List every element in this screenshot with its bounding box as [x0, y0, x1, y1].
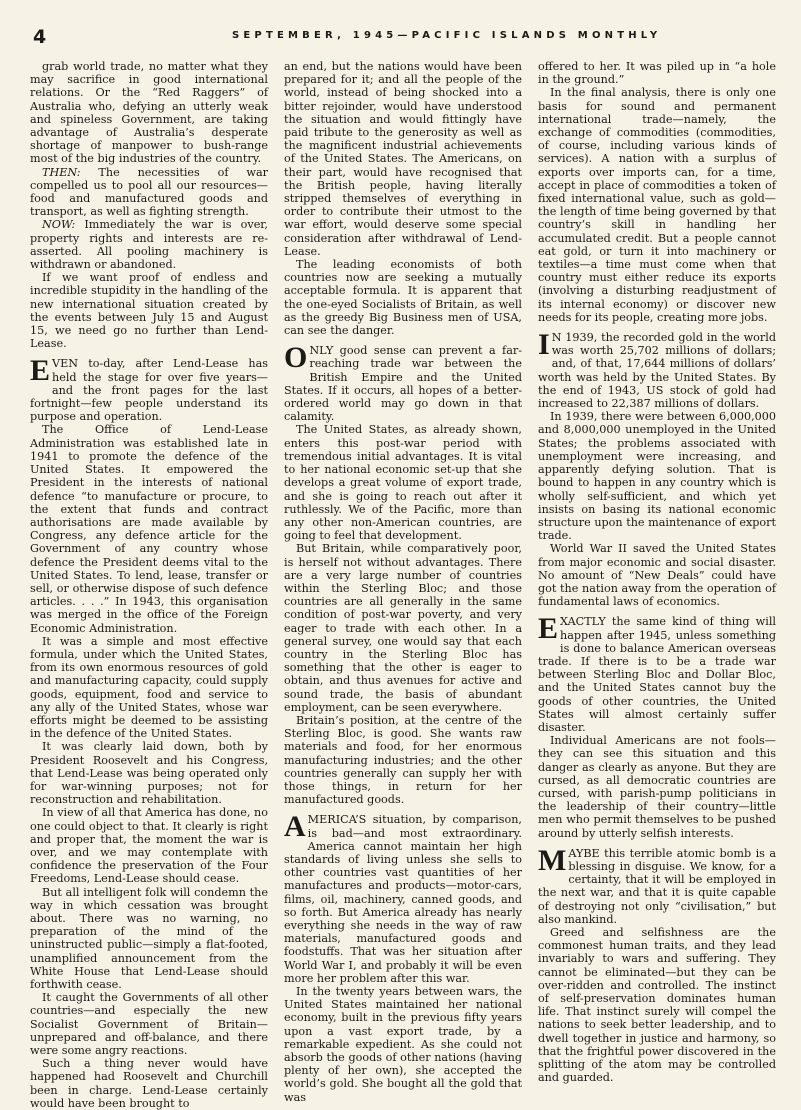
lead-in: N [551, 331, 562, 345]
paragraph [30, 166, 268, 219]
paragraph-text: Immediately the war is over, property rights and interests are re-asserted. All pooling machinery is withdrawn or abandoned. [30, 218, 268, 272]
paragraph-text: Greed and selfishness are the commonest human traits, and they lead invariably to wars and suffering. They cannot be eliminated—but they can be over-ridden and controlled. The instinct of self-preservation dominates human life. That instinct surely will compel the nations to seek better leadership, and to dwell together in justice and harmony, so that the frightful power discovered in the splitting of the atom may be controlled and guarded. [538, 926, 776, 1085]
drop-cap: E [30, 354, 51, 388]
paragraph-text: It caught the Governments of all other countries—and especially the new Socialist Government of Britain—unprepared and off-balance, and there were some angry reactions. [30, 991, 268, 1058]
paragraph [538, 410, 776, 542]
page-number: 4 [33, 26, 47, 48]
paragraph-text: In view of all that America has done, no one could object to that. It clearly is right and proper that, the moment the war is over, and we may contemplate with confidence the preservation of the Four Freedoms, Lend-Lease should cease. [30, 806, 268, 886]
paragraph [30, 806, 268, 885]
paragraph-text: The Office of Lend-Lease Administration was established late in 1941 to promote the defence of the United States. It empowered the President in the interests of national defence “to manufacture or procure, to the extent that funds and contract authorisations are made available by Congress, any defence article for the Government of any country whose defence the President deems vital to the United States. To lend, lease, transfer or sell, or otherwise dispose of such defence articles. . . .” In 1943, this organisation was merged in the office of the Foreign Economic Administration. [30, 423, 268, 635]
paragraph [30, 991, 268, 1057]
paragraph-text: this terrible atomic bomb is a blessing in disguise. We know, for a certainty, that it will be employed in the next war, and that it is quite capable of destroying not only “civilisation,” but also mankind. [538, 846, 776, 926]
paragraph [284, 60, 522, 258]
lead-in: NLY [309, 344, 334, 358]
paragraph-text: The leading economists of both countries now are seeking a mutually acceptable formula. It is apparent that the one-eyed Socialists of Britain, as well as the greedy Big Business men of USA, can see the danger. [284, 258, 522, 338]
drop-cap: I [538, 328, 550, 362]
run-in-label: THEN: [42, 165, 81, 179]
paragraph [30, 635, 268, 741]
paragraph [284, 258, 522, 337]
paragraph-text: Britain’s position, at the centre of the Sterling Bloc, is good. She wants raw materials and food, for her enormous manufacturing industries; and the other countries generally can supply her with those things, in return for her manufactured goods. [284, 713, 522, 807]
paragraph [284, 714, 522, 806]
paragraph-text: But Britain, while comparatively poor, is herself not without advantages. There are a very large number of countries within the Sterling Bloc; and those countries are all generally in the same condition of post-war poverty, and very eager to trade with each other. In a general survey, one would say that each country in the Sterling Bloc has something that the other is eager to obtain, and thus avenues for active and sound trade, the basis of abundant employment, can be seen everywhere. [284, 542, 522, 714]
lead-in: XACTLY [560, 615, 606, 629]
lead-in: MERICA’S [307, 813, 367, 827]
paragraph [538, 328, 776, 411]
paragraph [30, 271, 268, 350]
paragraph [284, 423, 522, 542]
paragraph [538, 612, 776, 734]
paragraph-text: If we want proof of endless and incredible stupidity in the handling of the new international situation created by the events between July 15 and August 15, we need go no further than Lend-Lease. [30, 271, 268, 351]
lead-in: AYBE [568, 846, 600, 860]
paragraph [284, 542, 522, 714]
paragraph [538, 542, 776, 608]
running-header: SEPTEMBER, 1945—PACIFIC ISLANDS MONTHLY [232, 30, 662, 41]
drop-cap: A [284, 810, 306, 844]
column-2 [284, 60, 522, 1104]
paragraph-text: In the twenty years between wars, the United States maintained her national economy, built in the previous fifty years upon a vast export trade, by a remarkable expedient. As she could not absorb the goods of other nations (having plenty of her own), she accepted the world’s gold. She bought all the gold that was [284, 985, 522, 1104]
paragraph [538, 734, 776, 840]
paragraph [284, 985, 522, 1104]
paragraph-text: offered to her. It was piled up in “a hole in the ground.” [538, 60, 776, 87]
paragraph-text: the same kind of thing will happen after 1945, unless something is done to balance American overseas trade. If there is to be a trade war between Sterling Bloc and Dollar Bloc, and the United States cannot buy the goods of other countries, the United States will almost certainly suffer disaster. [538, 615, 776, 734]
paragraph-text: The necessities of war compelled us to pool all our resources—food and manufactured goods and transport, as well as fighting strength. [30, 165, 268, 219]
paragraph-text: It was a simple and most effective formula, under which the United States, from its own enormous resources of gold and manufacturing capacity, could supply goods, equipment, food and service to any ally of the United States, whose war efforts might be deemed to be assisting in the defence of the United States. [30, 634, 268, 741]
paragraph [538, 926, 776, 1084]
drop-cap: M [538, 843, 567, 877]
paragraph [284, 810, 522, 985]
drop-cap: E [538, 612, 559, 646]
paragraph-text: In 1939, there were between 6,000,000 and 8,000,000 unemployed in the United States; the problems associated with unemployment were increasing, and apparently defying solution. That is bound to happen in any country which is wholly self-sufficient, and which yet insists on basing its national economic structure upon the maintenance of export trade. [538, 410, 776, 543]
paragraph [30, 354, 268, 424]
paragraph-text: World War II saved the United States from major economic and social disaster. No amount of “New Deals” could have got the nation away from the operation of fundamental laws of economics. [538, 542, 776, 609]
paragraph [30, 886, 268, 992]
paragraph-text: The United States, as already shown, enters this post-war period with tremendous initial advantages. It is vital to her national economic set-up that she develops a great volume of export trade, and she is going to reach out after it ruthlessly. We of the Pacific, more than any other non-American countries, are going to feel that development. [284, 423, 522, 543]
article-body [30, 60, 776, 1110]
paragraph [30, 740, 268, 806]
paragraph-text: situation, by comparison, is bad—and most extraordinary. America cannot maintain her high standards of living unless she sells to other countries vast quantities of her manufactures and products—motor-cars, films, oil, machinery, canned goods, and so forth. But America already has nearly everything she needs in the way of raw materials, manufactured goods and foodstuffs. That was her situation after World War I, and probably it will be even more her problem after this war. [284, 813, 522, 985]
paragraph-text: grab world trade, no matter what they may sacrifice in good international relations. Or the “Red Raggers” of Australia who, defying an utterly weak and spineless Government, are taking advantage of Australia’s desperate shortage of manpower to bush-range most of the big industries of the country. [30, 60, 268, 166]
paragraph [30, 423, 268, 634]
paragraph [30, 218, 268, 271]
paragraph-text: 1939, the recorded gold in the world was worth 25,702 millions of dollars; and, of that, 17,644 millions of dollars’ worth was held by the United States. By the end of 1943, US stock of gold had increased to 22,387 millions of dollars. [538, 331, 776, 411]
column-3 [538, 60, 776, 1085]
paragraph [284, 341, 522, 424]
paragraph-text: to-day, after Lend-Lease has held the stage for over five years—and the front pages for the last fortnight—few people understand its purpose and operation. [30, 357, 268, 424]
paragraph-text: But all intelligent folk will condemn the way in which cessation was brought about. There was no warning, no preparation of the mind of the uninstructed public—simply a flat-footed, unamplified announcement from the White House that Lend-Lease should forthwith cease. [30, 885, 268, 992]
paragraph [538, 843, 776, 926]
lead-in: VEN [52, 357, 79, 371]
paragraph-text: good sense can prevent a far-reaching trade war between the British Empire and the United States. If it occurs, all hopes of a better-ordered world may go down in that calamity. [284, 344, 522, 424]
paragraph-text: It was clearly laid down, both by President Roosevelt and his Congress, that Lend-Lease was being operated only for war-winning purposes; not for reconstruction and rehabilitation. [30, 740, 268, 807]
paragraph [538, 86, 776, 324]
paragraph-text: Individual Americans are not fools—they can see this situation and this danger as clearly as anyone. But they are cursed, as all democratic countries are cursed, with parish-pump politicians in the leadership of their country—little men who permit themselves to be pushed around by utterly selfish interests. [538, 734, 776, 840]
column-1 [30, 60, 268, 1110]
paragraph [30, 1057, 268, 1110]
paragraph [538, 60, 776, 86]
paragraph-text: Such a thing never would have happened had Roosevelt and Churchill been in charge. Lend-Lease certainly would have been brought to [30, 1057, 268, 1110]
run-in-label: NOW: [42, 218, 76, 232]
drop-cap: O [284, 341, 308, 375]
paragraph-text: In the final analysis, there is only one basis for sound and permanent international trade—namely, the exchange of commodities (commodities, of course, including various kinds of services). A nation with a surplus of exports over imports can, for a time, accept in place of commodities a token of fixed international value, such as gold—the length of time being governed by that country’s skill in handling her accumulated credit. But a people cannot eat gold, or turn it into machinery or textiles—a time must come when that country must either reduce its exports (involving a disturbing readjustment of its internal economy) or discover new needs for its people, creating more jobs. [538, 86, 776, 324]
paragraph [30, 60, 268, 166]
paragraph-text: an end, but the nations would have been prepared for it; and all the people of the world, instead of being shocked into a bitter rejoinder, would have understood the situation and would fittingly have paid tribute to the generosity as well as the magnificent industrial achievements of the United States. The Americans, on their part, would have recognised that the British people, having literally stripped themselves of everything in order to contribute their utmost to the war effort, would deserve some special consideration after withdrawal of Lend-Lease. [284, 60, 522, 258]
